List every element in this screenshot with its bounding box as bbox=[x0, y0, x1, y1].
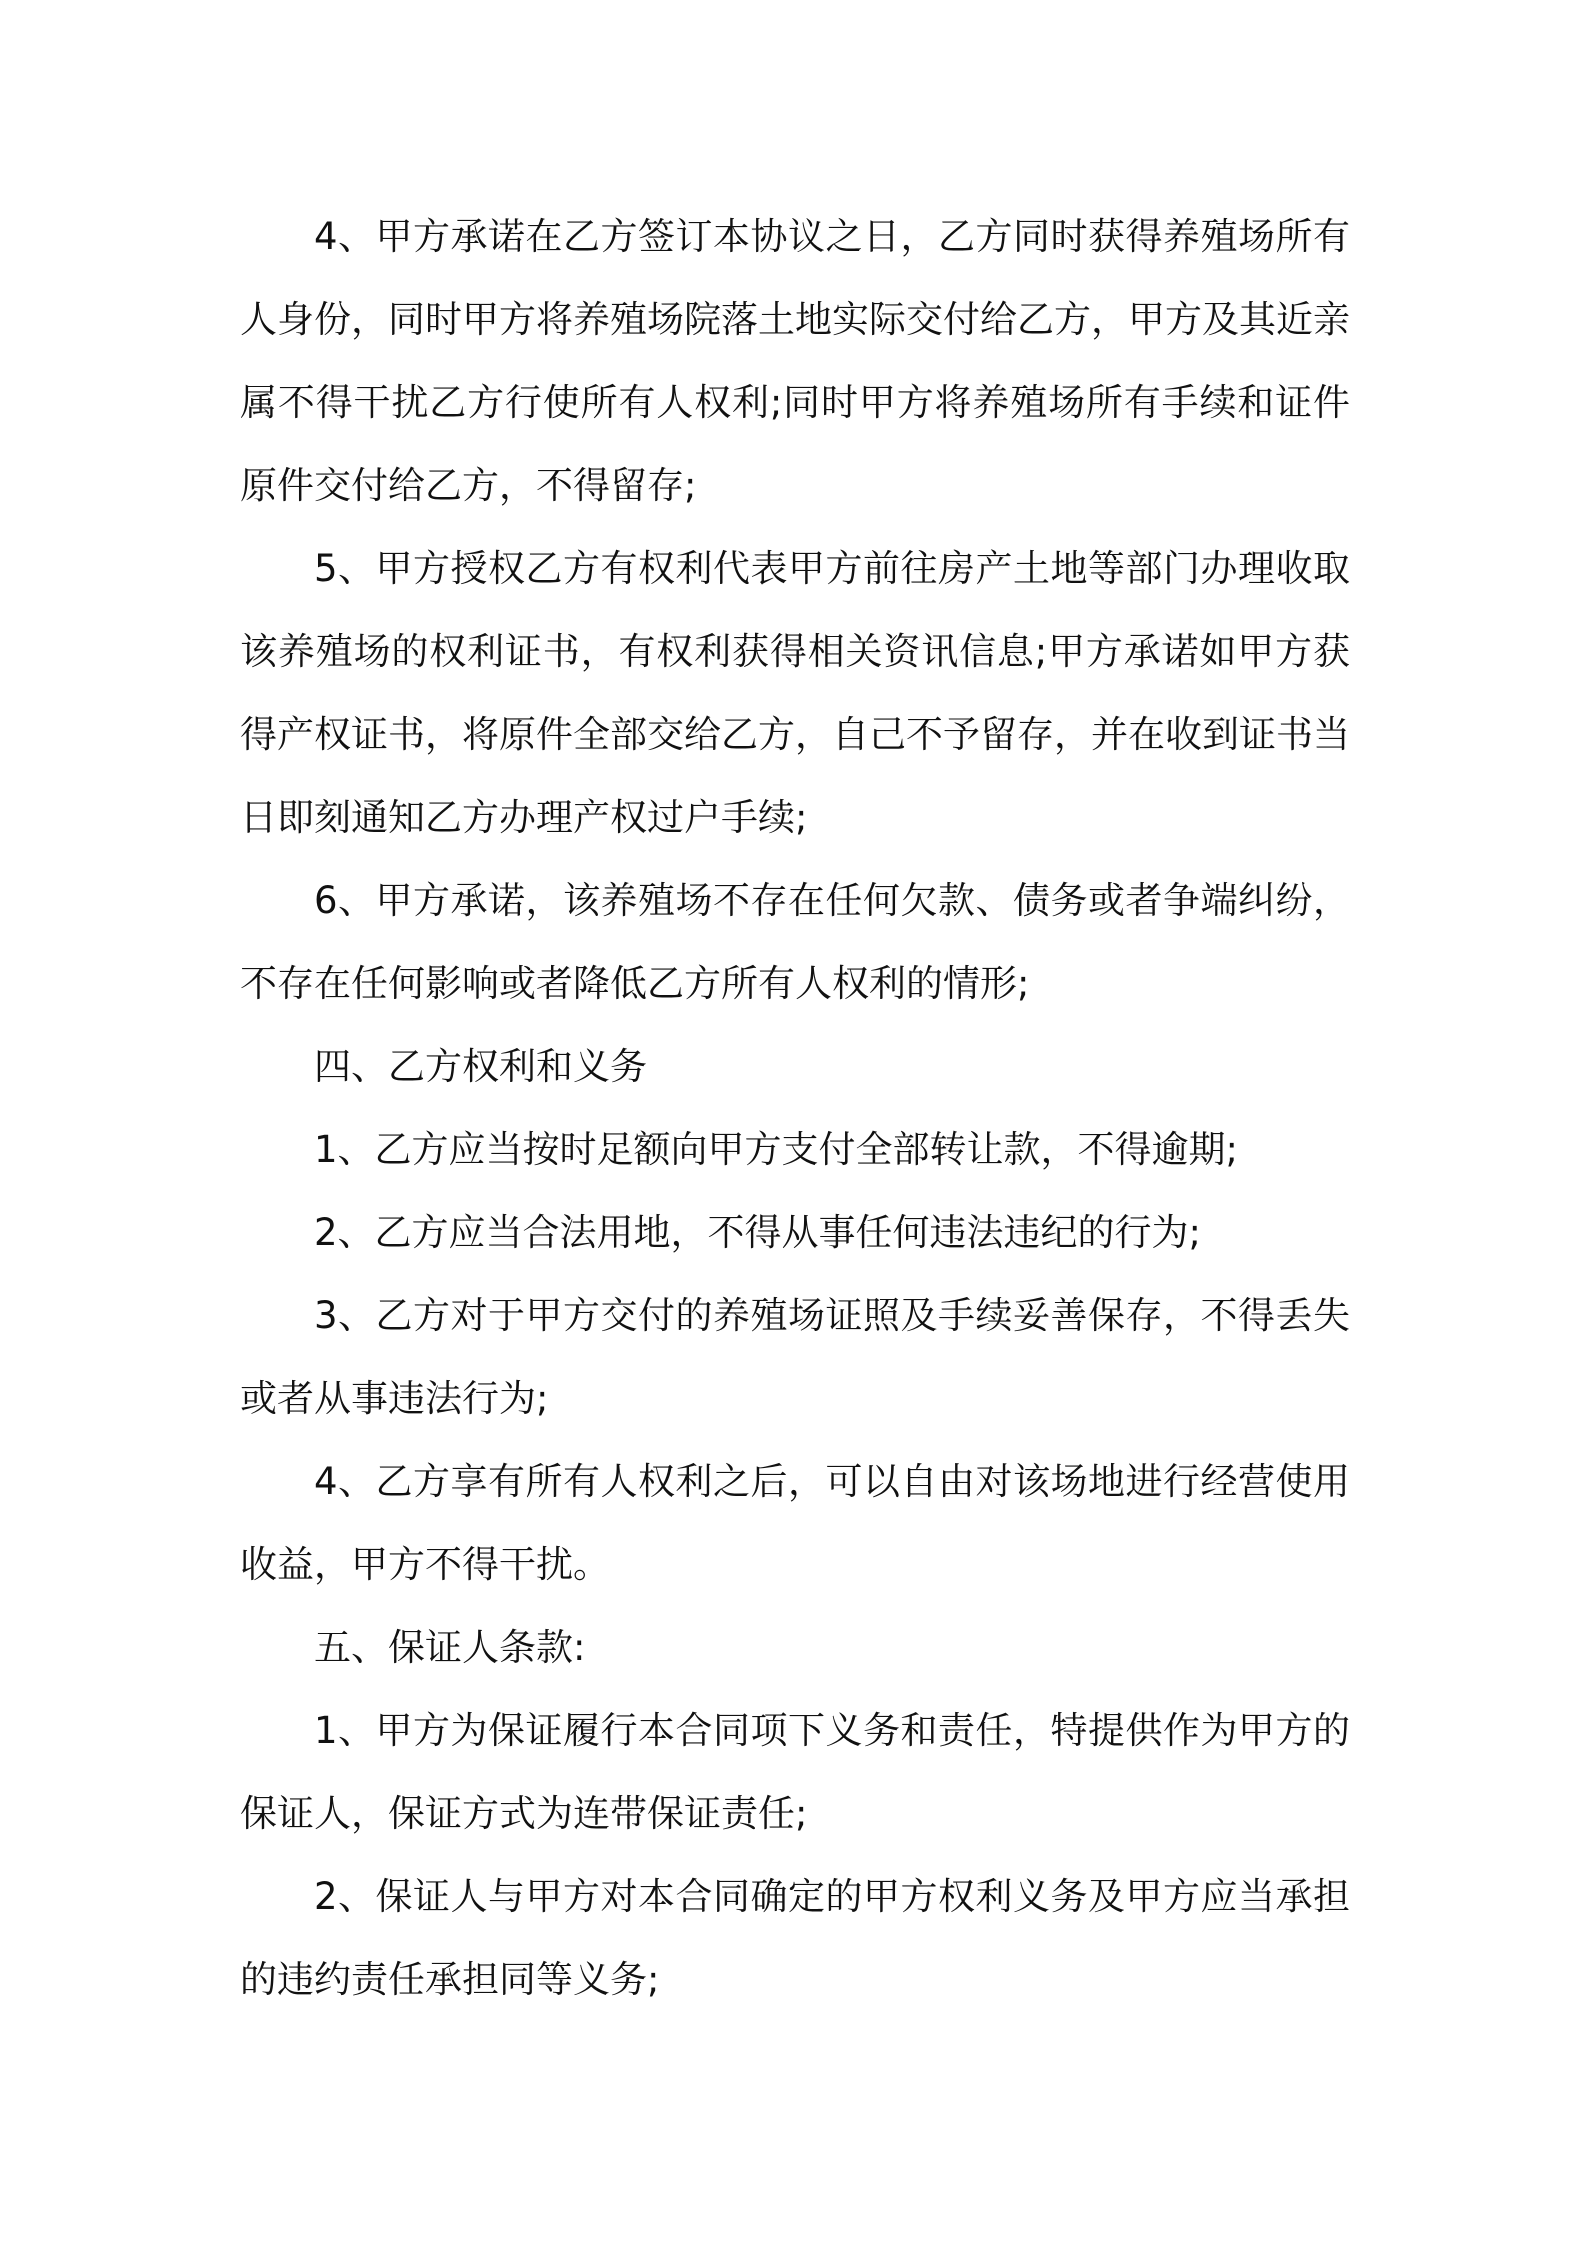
section-heading-party-b: 四、乙方权利和义务 bbox=[314, 1045, 647, 1088]
document-body bbox=[240, 195, 1350, 2021]
clause-guarantor-1: 1、甲方为保证履行本合同项下义务和责任，特提供作为甲方的保证人，保证方式为连带保证责任; bbox=[240, 1709, 1350, 1835]
clause-party-a-4: 4、甲方承诺在乙方签订本协议之日，乙方同时获得养殖场所有人身份，同时甲方将养殖场院落土地实际交付给乙方，甲方及其近亲属不得干扰乙方行使所有人权利;同时甲方将养殖场所有手续和证件原件交付给乙方，不得留存; bbox=[240, 215, 1350, 507]
clause-party-b-1: 1、乙方应当按时足额向甲方支付全部转让款，不得逾期; bbox=[314, 1128, 1239, 1171]
clause-party-b-2: 2、乙方应当合法用地，不得从事任何违法违纪的行为; bbox=[314, 1211, 1202, 1254]
clause-party-a-5: 5、甲方授权乙方有权利代表甲方前往房产土地等部门办理收取该养殖场的权利证书，有权利获得相关资讯信息;甲方承诺如甲方获得产权证书，将原件全部交给乙方，自己不予留存，并在收到证书当日即刻通知乙方办理产权过户手续; bbox=[240, 547, 1350, 839]
section-heading-guarantor: 五、保证人条款: bbox=[314, 1626, 586, 1669]
clause-party-b-3: 3、乙方对于甲方交付的养殖场证照及手续妥善保存，不得丢失或者从事违法行为; bbox=[240, 1294, 1350, 1420]
clause-party-b-4: 4、乙方享有所有人权利之后，可以自由对该场地进行经营使用收益，甲方不得干扰。 bbox=[240, 1460, 1350, 1586]
clause-guarantor-2: 2、保证人与甲方对本合同确定的甲方权利义务及甲方应当承担的违约责任承担同等义务; bbox=[240, 1875, 1350, 2001]
clause-party-a-6: 6、甲方承诺，该养殖场不存在任何欠款、债务或者争端纠纷，不存在任何影响或者降低乙方所有人权利的情形; bbox=[240, 879, 1350, 1005]
